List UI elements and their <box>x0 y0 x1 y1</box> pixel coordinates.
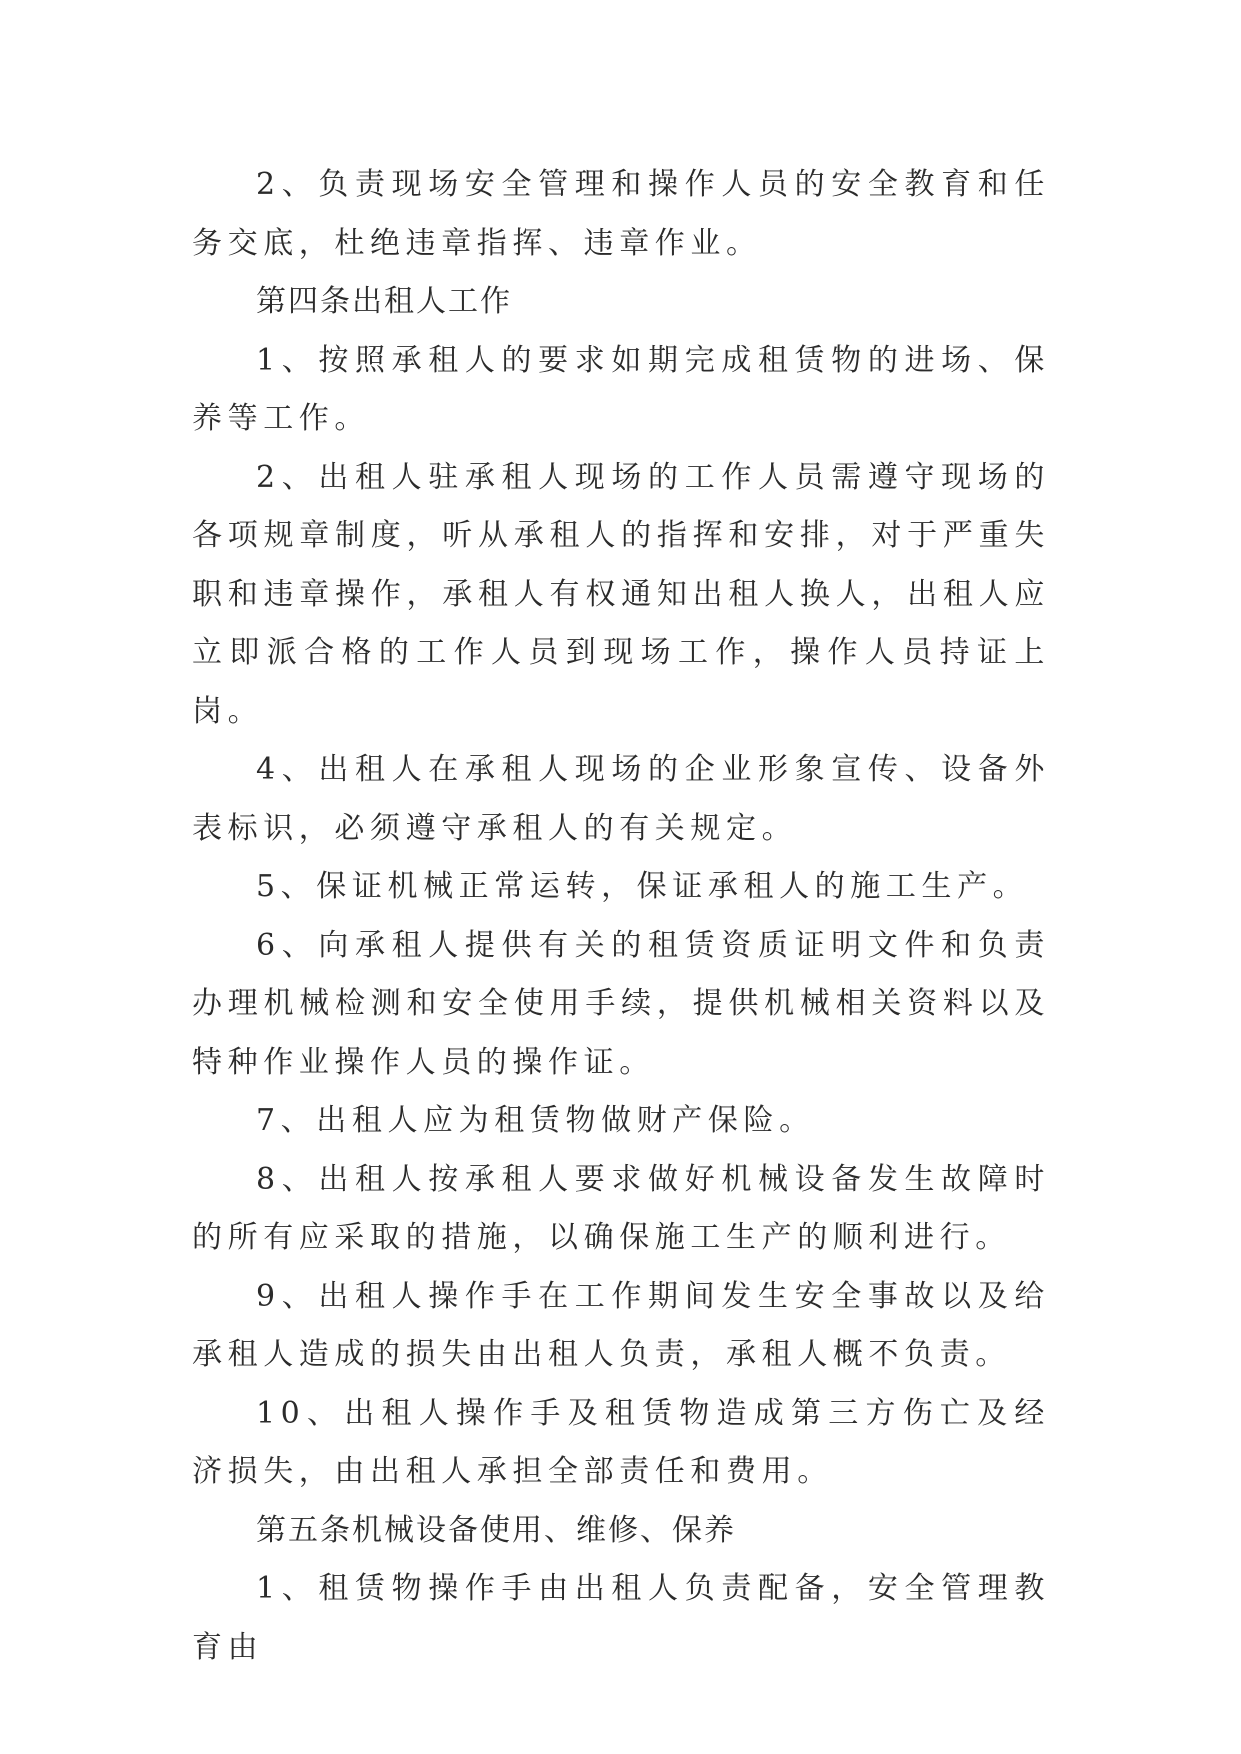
document-body <box>192 156 1050 1677</box>
paragraph-item-5-operation: 5、保证机械正常运转，保证承租人的施工生产。 <box>256 869 1029 904</box>
paragraph-item-7-insurance: 7、出租人应为租赁物做财产保险。 <box>256 1103 815 1138</box>
section-heading-article-4: 第四条出租人工作 <box>256 284 512 319</box>
paragraph-item-2-site-staff: 2、出租人驻承租人现场的工作人员需遵守现场的各项规章制度，听从承租人的指挥和安排，对于严重失职和违章操作，承租人有权通知出租人换人，出租人应立即派合格的工作人员到现场工作，操作人员持证上岗。 <box>192 459 1050 729</box>
paragraph-item-1-delivery: 1、按照承租人的要求如期完成租赁物的进场、保养等工作。 <box>192 342 1050 436</box>
paragraph-item-8-faults: 8、出租人按承租人要求做好机械设备发生故障时的所有应采取的措施，以确保施工生产的顺利进行。 <box>192 1161 1050 1255</box>
paragraph-item-10-third-party: 10、出租人操作手及租赁物造成第三方伤亡及经济损失，由出租人承担全部责任和费用。 <box>192 1395 1050 1489</box>
paragraph-item-6-documents: 6、向承租人提供有关的租赁资质证明文件和负责办理机械检测和安全使用手续，提供机械相关资料以及特种作业操作人员的操作证。 <box>192 927 1050 1080</box>
paragraph-item-4-branding: 4、出租人在承租人现场的企业形象宣传、设备外表标识，必须遵守承租人的有关规定。 <box>192 752 1050 846</box>
paragraph-item-9-accidents: 9、出租人操作手在工作期间发生安全事故以及给承租人造成的损失由出租人负责，承租人概不负责。 <box>192 1278 1050 1372</box>
section-heading-article-5: 第五条机械设备使用、维修、保养 <box>256 1512 736 1548</box>
paragraph-item-1-operators: 1、租赁物操作手由出租人负责配备，安全管理教育由 <box>192 1571 1050 1665</box>
paragraph-item-2-safety: 2、负责现场安全管理和操作人员的安全教育和任务交底，杜绝违章指挥、违章作业。 <box>192 167 1050 261</box>
